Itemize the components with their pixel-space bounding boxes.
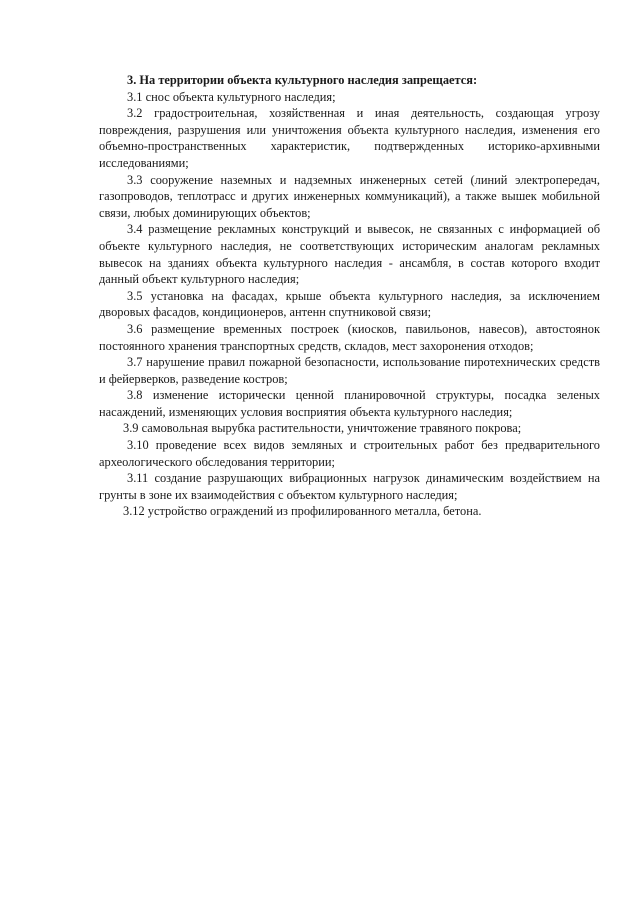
document-body [99,72,600,520]
paragraph-3-10: 3.10 проведение всех видов земляных и строительных работ без предварительного археологического обследования территории; [99,438,600,469]
section-heading: 3. На территории объекта культурного наследия запрещается: [127,73,478,87]
paragraph-3-6: 3.6 размещение временных построек (киосков, павильонов, навесов), автостоянок постоянного хранения транспортных средств, складов, мест захоронения отходов; [99,321,600,353]
paragraph-3-12: 3.12 устройство ограждений из профилированного металла, бетона. [123,504,482,519]
paragraph-3-9: 3.9 самовольная вырубка растительности, уничтожение травяного покрова; [123,421,522,436]
paragraph-3-4: 3.4 размещение рекламных конструкций и вывесок, не связанных с информацией об объекте культурного наследия, не соответствующих историческим аналогам рекламных вывесок на зданиях объекта культурного наследия - ансамбля, в состав которого входит данный объект культурного наследия; [99,222,600,287]
paragraph-3-3: 3.3 сооружение наземных и надземных инженерных сетей (линий электропередач, газопроводов, теплотрасс и других инженерных коммуникаций), а также вышек мобильной связи, любых доминирующих объектов; [99,172,600,220]
paragraph-3-1: 3.1 снос объекта культурного наследия; [127,89,336,104]
paragraph-3-8: 3.8 изменение исторически ценной планировочной структуры, посадка зеленых насаждений, изменяющих условия восприятия объекта культурного наследия; [99,388,600,419]
paragraph-3-7: 3.7 нарушение правил пожарной безопасности, использование пиротехнических средств и фейерверков, разведение костров; [99,355,600,386]
paragraph-3-5: 3.5 установка на фасадах, крыше объекта культурного наследия, за исключением дворовых фасадов, кондиционеров, антенн спутниковой связи; [99,288,600,320]
paragraph-3-11: 3.11 создание разрушающих вибрационных нагрузок динамическим воздействием на грунты в зоне их взаимодействия с объектом культурного наследия; [99,471,600,502]
paragraph-3-2: 3.2 градостроительная, хозяйственная и иная деятельность, создающая угрозу повреждения, разрушения или уничтожения объекта культурного наследия, изменения его объемно-пространственных характеристик, подтвержденных историко-архивными исследованиями; [99,106,600,170]
